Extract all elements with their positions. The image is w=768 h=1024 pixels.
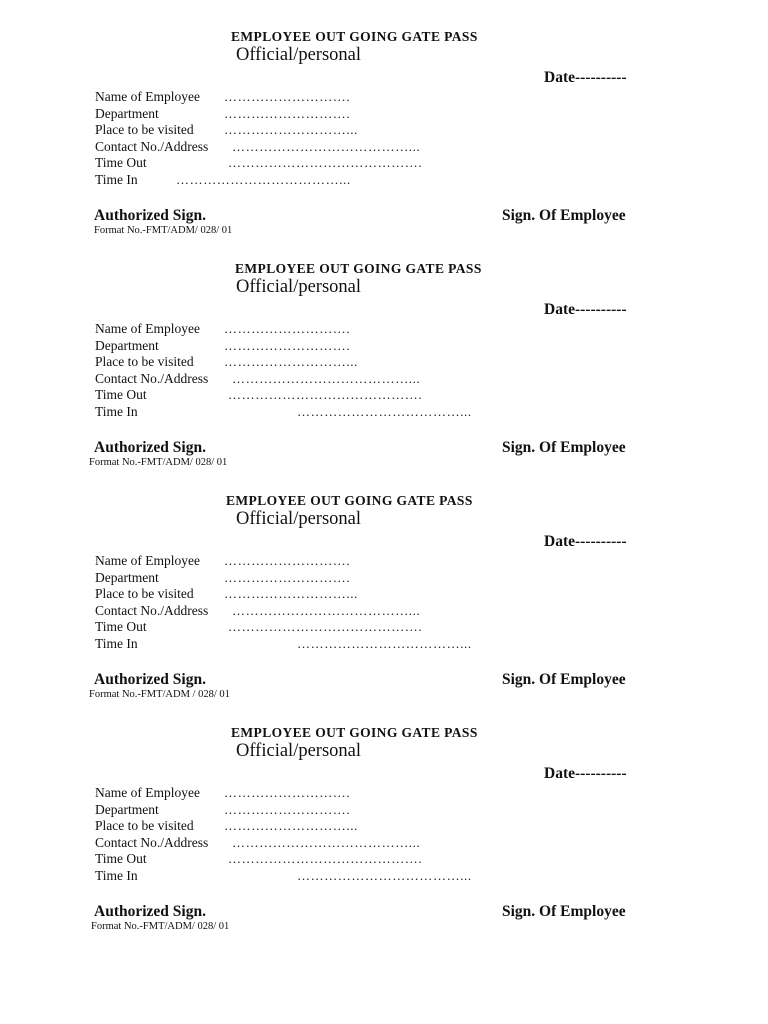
field-label-contact: Contact No./Address xyxy=(95,139,209,154)
field-dots-name: ………………………. xyxy=(224,321,351,336)
gate-pass-3 xyxy=(0,493,768,725)
format-number: Format No.-FMT/ADM/ 028/ 01 xyxy=(94,225,233,236)
field-dots-time-out: ……………………………………. xyxy=(228,619,423,634)
format-number: Format No.-FMT/ADM/ 028/ 01 xyxy=(91,921,230,932)
pass-subtitle: Official/personal xyxy=(236,277,362,297)
field-dots-time-in: ………………………………... xyxy=(297,404,472,419)
employee-sign-label: Sign. Of Employee xyxy=(502,671,626,688)
gate-pass-4 xyxy=(0,725,768,957)
field-dots-name: ………………………. xyxy=(224,785,351,800)
employee-sign-label: Sign. Of Employee xyxy=(502,207,626,224)
field-label-department: Department xyxy=(95,802,159,817)
field-dots-department: ………………………. xyxy=(224,106,351,121)
field-label-place: Place to be visited xyxy=(95,122,194,137)
field-label-place: Place to be visited xyxy=(95,818,194,833)
field-label-time-out: Time Out xyxy=(95,619,147,634)
field-label-time-in: Time In xyxy=(95,868,138,883)
field-dots-place: ………………………... xyxy=(224,586,358,601)
authorized-sign-label: Authorized Sign. xyxy=(94,903,206,920)
field-dots-contact: …………………………………... xyxy=(232,835,421,850)
pass-title: EMPLOYEE OUT GOING GATE PASS xyxy=(235,261,482,276)
field-label-time-out: Time Out xyxy=(95,155,147,170)
pass-title: EMPLOYEE OUT GOING GATE PASS xyxy=(226,493,473,508)
field-label-department: Department xyxy=(95,338,159,353)
field-dots-name: ………………………. xyxy=(224,89,351,104)
field-dots-department: ………………………. xyxy=(224,338,351,353)
field-label-name: Name of Employee xyxy=(95,785,200,800)
field-dots-time-out: ……………………………………. xyxy=(228,851,423,866)
pass-subtitle: Official/personal xyxy=(236,45,362,65)
format-number: Format No.-FMT/ADM/ 028/ 01 xyxy=(89,457,228,468)
field-dots-name: ………………………. xyxy=(224,553,351,568)
field-label-time-in: Time In xyxy=(95,172,138,187)
authorized-sign-label: Authorized Sign. xyxy=(94,671,206,688)
field-label-contact: Contact No./Address xyxy=(95,835,209,850)
field-label-department: Department xyxy=(95,570,159,585)
field-dots-time-out: ……………………………………. xyxy=(228,387,423,402)
field-label-department: Department xyxy=(95,106,159,121)
field-dots-time-out: ……………………………………. xyxy=(228,155,423,170)
date-label: Date---------- xyxy=(544,301,627,318)
field-label-time-in: Time In xyxy=(95,404,138,419)
field-label-time-in: Time In xyxy=(95,636,138,651)
format-number: Format No.-FMT/ADM / 028/ 01 xyxy=(89,689,230,700)
date-label: Date---------- xyxy=(544,69,627,86)
gate-pass-2 xyxy=(0,261,768,493)
field-dots-contact: …………………………………... xyxy=(232,371,421,386)
field-label-place: Place to be visited xyxy=(95,354,194,369)
field-label-name: Name of Employee xyxy=(95,89,200,104)
date-label: Date---------- xyxy=(544,533,627,550)
authorized-sign-label: Authorized Sign. xyxy=(94,207,206,224)
field-label-contact: Contact No./Address xyxy=(95,371,209,386)
pass-subtitle: Official/personal xyxy=(236,741,362,761)
date-label: Date---------- xyxy=(544,765,627,782)
gate-pass-1 xyxy=(0,29,768,261)
field-label-time-out: Time Out xyxy=(95,851,147,866)
pass-title: EMPLOYEE OUT GOING GATE PASS xyxy=(231,725,478,740)
field-label-name: Name of Employee xyxy=(95,321,200,336)
field-dots-department: ………………………. xyxy=(224,570,351,585)
field-dots-place: ………………………... xyxy=(224,354,358,369)
field-label-time-out: Time Out xyxy=(95,387,147,402)
authorized-sign-label: Authorized Sign. xyxy=(94,439,206,456)
employee-sign-label: Sign. Of Employee xyxy=(502,439,626,456)
employee-sign-label: Sign. Of Employee xyxy=(502,903,626,920)
field-dots-department: ………………………. xyxy=(224,802,351,817)
pass-title: EMPLOYEE OUT GOING GATE PASS xyxy=(231,29,478,44)
field-dots-place: ………………………... xyxy=(224,818,358,833)
field-label-contact: Contact No./Address xyxy=(95,603,209,618)
field-dots-time-in: ………………………………... xyxy=(176,172,351,187)
field-dots-time-in: ………………………………... xyxy=(297,868,472,883)
pass-subtitle: Official/personal xyxy=(236,509,362,529)
field-dots-time-in: ………………………………... xyxy=(297,636,472,651)
field-dots-place: ………………………... xyxy=(224,122,358,137)
field-dots-contact: …………………………………... xyxy=(232,139,421,154)
field-dots-contact: …………………………………... xyxy=(232,603,421,618)
field-label-place: Place to be visited xyxy=(95,586,194,601)
field-label-name: Name of Employee xyxy=(95,553,200,568)
